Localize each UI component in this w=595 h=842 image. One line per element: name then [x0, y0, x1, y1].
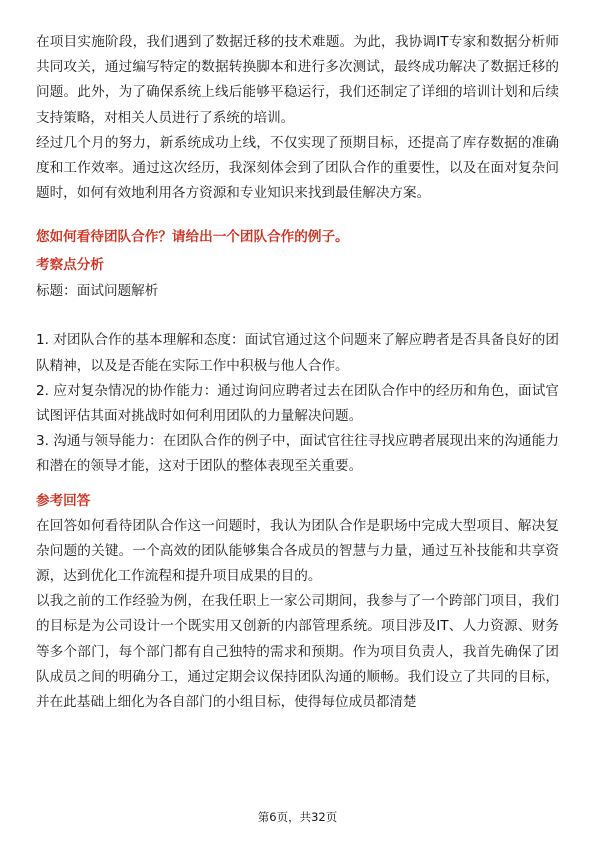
analysis-item: 1. 对团队合作的基本理解和态度：面试官通过这个问题来了解应聘者是否具备良好的团队精神，以及是否能在实际工作中积极与他人合作。 — [36, 332, 559, 374]
interview-question: 您如何看待团队合作？请给出一个团队合作的例子。 — [36, 229, 349, 246]
analysis-heading: 考察点分析 — [36, 257, 104, 274]
page-footer: 第6页，共32页 — [257, 810, 338, 824]
reference-paragraph: 以我之前的工作经验为例，在我任职上一家公司期间，我参与了一个跨部门项目，我们的目标是为公司设计一个既实用又创新的内部管理系统。项目涉及IT、人力资源、财务等多个部门，每个部门都有自己独特的需求和预期。作为项目负责人，我首先确保了团队成员之间的明确分工，通过定期会议保持团队沟通的顺畅。我们设立了共同的目标，并在此基础上细化为各自部门的小组目标，使得每位成员都清楚 — [36, 593, 559, 711]
page-content — [36, 30, 559, 715]
reference-paragraph: 在回答如何看待团队合作这一问题时，我认为团队合作是职场中完成大型项目、解决复杂问题的关键。一个高效的团队能够集合各成员的智慧与力量，通过互补技能和共享资源，达到优化工作流程和提升项目成果的目的。 — [36, 517, 559, 585]
analysis-item: 2. 应对复杂情况的协作能力：通过询问应聘者过去在团队合作中的经历和角色，面试官试图评估其面对挑战时如何利用团队的力量解决问题。 — [36, 382, 559, 425]
analysis-label: 标题：面试问题解析 — [36, 283, 159, 300]
analysis-item: 3. 沟通与领导能力：在团队合作的例子中，面试官往往寻找应聘者展现出来的沟通能力和潜在的领导才能，这对于团队的整体表现至关重要。 — [36, 433, 559, 475]
intro-paragraph: 在项目实施阶段，我们遇到了数据迁移的技术难题。为此，我协调IT专家和数据分析师共同攻关，通过编写特定的数据转换脚本和进行多次测试，最终成功解决了数据迁移的问题。此外，为了确保系统上线后能够平稳运行，我们还制定了详细的培训计划和后续支持策略，对相关人员进行了系统的培训。 — [36, 34, 559, 126]
blank-line — [36, 304, 559, 328]
intro-paragraph: 经过几个月的努力，新系统成功上线，不仅实现了预期目标，还提高了库存数据的准确度和工作效率。通过这次经历，我深刻体会到了团队合作的重要性，以及在面对复杂问题时，如何有效地利用各方资源和专业知识来找到最佳解决方案。 — [36, 134, 559, 202]
reference-heading: 参考回答 — [36, 492, 91, 509]
